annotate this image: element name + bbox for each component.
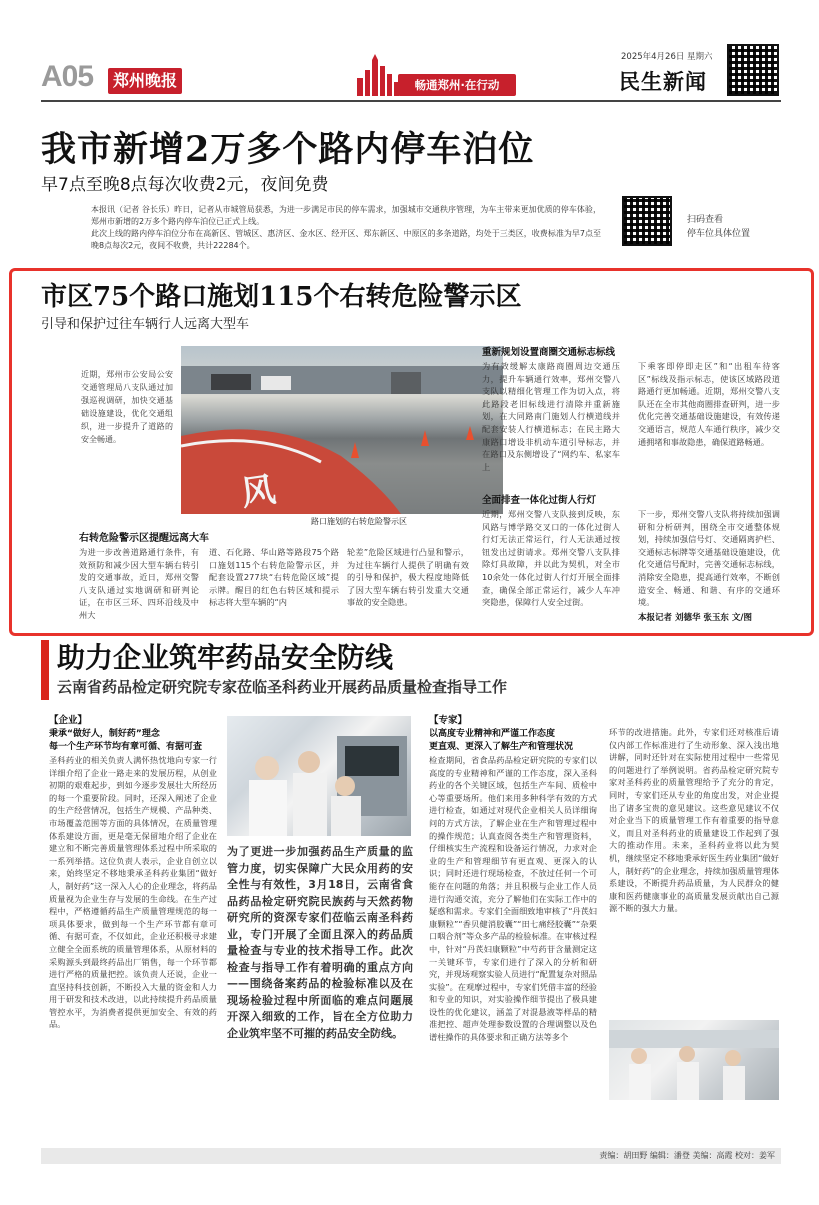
qr-code-header-icon[interactable] — [727, 44, 779, 96]
qr-caption: 停车位具体位置 — [687, 229, 751, 239]
section-text: 道、石化路、华山路等路段75个路口施划115个右转危险警示区，并配套设置277块“右转危险区域”提示牌。醒目的红色右转区域和提示标志将大型车辆的“内 — [209, 547, 339, 608]
red-warning-zone-icon — [181, 346, 503, 514]
column-tag: 【企业】 — [49, 715, 88, 726]
article-title: 市区75个路口施划115个右转危险警示区 — [41, 282, 522, 312]
city-skyline-icon — [355, 54, 401, 96]
article-subtitle: 云南省药品检定研究院专家莅临圣科药业开展药品质量检查指导工作 — [57, 678, 508, 696]
article-pharma — [41, 640, 781, 1140]
qr-caption: 扫码查看 — [687, 215, 724, 225]
column-heading: 以高度专业精神和严谨工作态度 — [429, 729, 556, 739]
article-subtitle: 引导和保护过往车辆行人远离大型车 — [41, 317, 250, 332]
byline: 本报记者 刘德华 张玉东 文/图 — [638, 613, 752, 623]
section-name: 民生新闻 — [619, 69, 707, 94]
slogan-text: 畅通郑州·在行动 — [414, 78, 500, 92]
article-subtitle: 早7点至晚8点每次收费2元，夜间免费 — [41, 175, 329, 195]
section-text: 下一步，郑州交警八支队将持续加强调研和分析研判，围绕全市交通整体规划，持续加强信号灯、交通隔离护栏、交通标志标牌等交通基础设施建设，优化交通信号配时，完善交通标志标线，消除安全隐患，提高通行效率，不断创造安全、畅通、和谐、有序的交通环境。 — [638, 509, 780, 608]
qr-code-parking-icon[interactable] — [622, 196, 672, 246]
article-title: 我市新增2万多个路内停车泊位 — [41, 129, 535, 170]
masthead-logo: 郑州晚报 — [108, 68, 182, 94]
page-code: A05 — [41, 60, 94, 93]
lead-paragraph: 为了更进一步加强药品生产质量的监管力度，切实保障广大民众用药的安全性与有效性，3月18日，云南省食品药品检定研究院民族药与天然药物研究所的资深专家们莅临云南圣科药业，专门开展了全面且深入的药品质量检查与专业的技术指导工作。此次检查与指导工作有着明确的重点方向——围绕备案药品的检验标准以及在现场检验过程中所面临的难点问题展开深入细致的工作，旨在全方位助力企业筑牢坚不可摧的药品安全防线。 — [227, 845, 413, 1040]
article-title: 助力企业筑牢药品安全防线 — [57, 641, 394, 674]
section-text: 下乘客即停即走区”和“出租车待客区”标线及指示标志，使该区域路段道路通行更加畅通。近期，郑州交警八支队还在全市其他商圈排查研判，进一步优化完善交通基础设施建设，有效传递交通语言，规范人车通行秩序，减少交通拥堵和事故隐患，确保道路畅通。 — [638, 361, 780, 447]
column-tag: 【专家】 — [429, 715, 468, 726]
pharma-left-bar — [41, 640, 49, 700]
section-heading: 重新规划设置商圈交通标志标线 — [482, 347, 616, 358]
lab-meeting-icon — [609, 1020, 779, 1100]
section-heading: 右转危险警示区提醒远离大车 — [79, 533, 209, 544]
section-text: 轮差”危险区域进行凸显和警示，为过往车辆行人提供了明确有效的引导和保护，极大程度地降低了因大型车辆右转引发重大交通事故的安全隐患。 — [347, 547, 469, 608]
article-paragraph: 本报讯（记者 谷长乐）昨日，记者从市城管局获悉，为进一步满足市民的停车需求，加强城市交通秩序管理，为车主带来更加优质的停车体验，郑州市新增的2万多个路内停车泊位已正式上线。 — [91, 205, 601, 226]
footer-bar — [41, 1148, 781, 1164]
section-text: 为进一步改善道路通行条件，有效预防和减少因大型车辆右转引发的交通事故，近日，郑州交警八支队通过实地调研和研判论证，在市区三环、四环沿线及中州大 — [79, 547, 199, 620]
column-text: 环节的改进措施。此外，专家们还对核准后请仪内部工作标准进行了生动形象、深入浅出地讲解，同时还针对在实际使用过程中一些常见的问题进行了举例说明。省药品检定研究院专家对圣科药业的质量管理给予了充分的肯定，同时，专家们还从专业的角度出发，对企业提出了诸多宝贵的意见建议。这些意见建议不仅对企业当下的质量管理工作有着重要的指导意义，而且对圣科药业的质量建设工作起到了强大的推动作用。未来，圣科药业将以此为契机，继续坚定不移地秉承好医生药业集团“做好人，制好药”的企业理念，持续加强质量管理体系建设，不断提升药品质量，为人民群众的健康和医药健康事业的高质量发展贡献出自己源源不断的强大力量。 — [609, 727, 779, 914]
column-text: 检查期间，省食品药品检定研究院的专家们以高度的专业精神和严谨的工作态度，深入圣科药业的各个关键区域，包括生产车间、质检中心等重要场所。他们来用多种科学有效的方式进行检查，如通过对现代企业相关人员详细询问的方式方法，了解企业在生产和管理过程中的操作规范；认真查阅各类生产和管理资料，仔细核实生产流程和设备运行情况，力求对企业的生产和管理细节有更直观、更深入的认识；同时还进行现场检查，不放过任何一个可能存在问题的角落；并且积极与企业工作人员进行沟通交流，充分了解他们在实际工作中的疑惑和需求。专家们全面细致地审核了“丹芪妇康颗粒”“香贝健消胶囊”“田七痛经胶囊”“杂栗口咽合剂”等众多产品的检验标准。在审核过程中，针对“丹芪妇康颗粒”中芍药苷含量测定这一关键环节，专家们进行了深入的分析和研究，并现场观察实验人员进行“配置复杂对照品实验”。在观摩过程中，专家们凭借丰富的经验和专业的知识，对实验操作细节提出了极具建设性的优化建议，涵盖了对混悬液等样品的精准把控、超声处理参数设置的合理调整以及色谱柱操作的具体要求和正确方法等多个 — [429, 755, 597, 1043]
lab-photo-meeting — [609, 1020, 779, 1100]
footer-credits: 责编：胡田野 编辑：潘登 美编：高霞 校对：姜军 — [599, 1151, 775, 1160]
section-text: 近期，郑州交警八支队接到反映，东风路与博学路交叉口的一体化过街人行灯无法正常运行，行人无法通过按钮发出过街请求。郑州交警八支队排除灯具故障，并以此为契机，对全市10余处一体化过街人行灯开展全面排查，确保全部正常运行，减少人车冲突隐患，保障行人安全过街。 — [482, 509, 620, 608]
intro-paragraph: 近期，郑州市公安局公安交通管理局八支队通过加强巡视调研，加快交通基础设施建设，优化交通组织，进一步提升了道路的安全畅通。 — [81, 370, 173, 444]
column-heading: 每一个生产环节均有章可循、有据可查 — [49, 742, 203, 752]
slogan-banner — [398, 74, 516, 96]
article-parking — [41, 110, 781, 265]
lab-scene-icon — [227, 716, 411, 836]
article-paragraph: 此次上线的路内停车泊位分布在高新区、管城区、惠济区、金水区、经开区、郑东新区、中原区的多条道路，均处于三类区，收费标准为早7点至晚8点每次2元，夜间不收费，共计22284个。 — [91, 229, 601, 250]
article-traffic — [41, 280, 781, 630]
column-heading: 更直观、更深入了解生产和管理状况 — [429, 742, 574, 752]
photo-road-marking: 风 — [238, 469, 279, 514]
header-rule — [41, 100, 781, 102]
section-text: 为有效缓解太康路商圈周边交通压力，提升车辆通行效率，郑州交警八支队以精细化管理工作为切入点，将此路段老旧标线进行清除并重新施划，在大同路南门施划人行横道线并配套安装人行横道标志；在民主路大康路口增设非机动车道引导标志，并在路口及东侧增设了“网约车、私家车上 — [482, 361, 620, 472]
lab-photo-inspection — [227, 716, 411, 836]
photo-caption: 路口施划的右转危险警示区 — [311, 517, 407, 526]
column-heading: 秉承“做好人，制好药”理念 — [49, 729, 160, 739]
column-text: 圣科药业的相关负责人满怀热忱地向专家一行详细介绍了企业一路走来的发展历程，从创业初期的艰难起步，到如今逐步发展壮大所经历的每一个重要阶段。同时，还深入阐述了企业的生产经营情况，包括生产规模、产品种类、市场覆盖范围等方面的具体情况，在质量管理体系建设方面，更是毫无保留地介绍了企业在建立和不断完善质量管理体系过程中所采取的一系列举措。这位负责人表示，企业自创立以来，始终坚定不移地秉承圣科药业集团“做好人，制好药”这一深入人心的企业理念，将药品质量视为企业生存与发展的生命线。在生产过程中，严格遵循药品生产质量管理规范的每一项具体要求，做到每一个生产环节都有章可循、有据可查，不仅如此，企业还积极寻求建立健全全面系统的质量管理体系，从原材料的采购源头到最终药品出厂销售，每一个环节都进行严格的质量把控。该负责人还说，企业一直坚持科技创新，不断投入大量的资金和人力用于研发和技术改进，以此持续提升药品质量管控水平，为消费者提供更加安全、有效的药品。 — [49, 755, 217, 1030]
section-heading: 全面排查一体化过街人行灯 — [482, 495, 597, 506]
page-header — [0, 0, 819, 110]
header-date: 2025年4月26日 星期六 — [621, 52, 713, 62]
street-photo — [181, 346, 503, 514]
